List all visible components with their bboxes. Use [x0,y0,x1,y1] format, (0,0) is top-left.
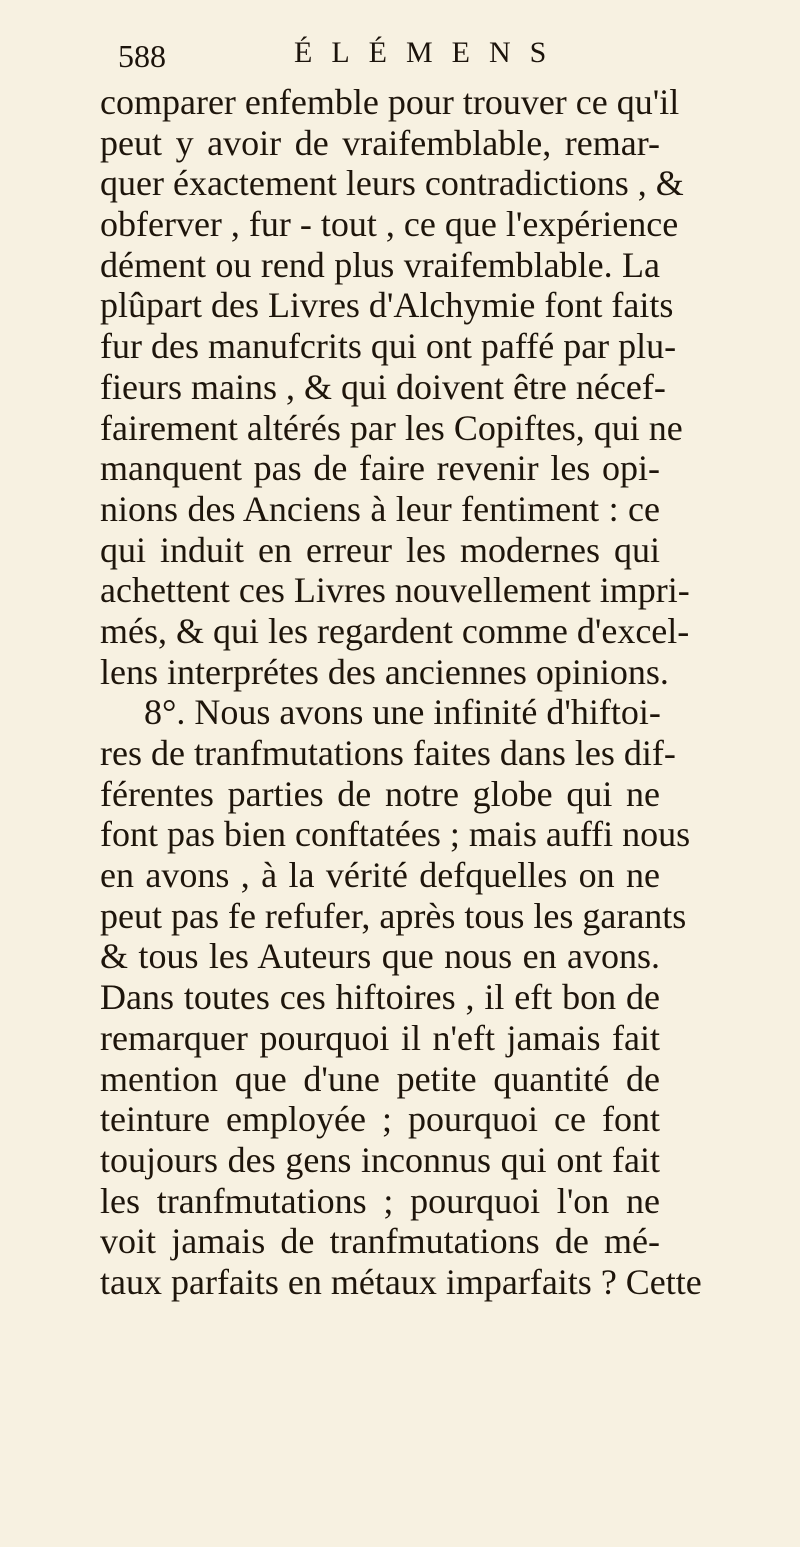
text-line: remarquer pourquoi il n'eft jamais fait [100,1017,660,1058]
text-line: font pas bien conftatées ; mais auffi nous [100,814,691,855]
text-line: peut y avoir de vraifemblable, remar- [100,122,660,163]
text-line: dément ou rend plus vraifemblable. La [100,244,660,285]
text-line: quer éxactement leurs contradictions , & [100,163,684,204]
paragraph-first-line: 8°. Nous avons une infinité d'hiftoi- [144,692,661,733]
running-head: ÉLÉMENS [294,36,566,69]
text-line: voit jamais de tranfmutations de mé- [100,1221,660,1262]
text-line: plûpart des Livres d'Alchymie font faits [100,285,674,326]
text-line: mention que d'une petite quantité de [100,1058,660,1099]
text-line: nions des Anciens à leur fentiment : ce [100,488,660,529]
body-text [100,82,702,1303]
text-line: peut pas fe refufer, après tous les garants [100,895,687,936]
text-line: les tranfmutations ; pourquoi l'on ne [100,1180,660,1221]
text-line: fieurs mains , & qui doivent être nécef- [100,366,666,407]
text-line: manquent pas de faire revenir les opi- [100,448,660,489]
text-line: res de tranfmutations faites dans les dif- [100,733,676,773]
text-line: taux parfaits en métaux imparfaits ? Cette [100,1261,702,1302]
text-line: obferver , fur - tout , ce que l'expérience [100,204,679,245]
page-number: 588 [118,38,166,74]
text-line: comparer enfemble pour trouver ce qu'il [100,82,680,122]
text-line: fur des manufcrits qui ont paffé par plu- [100,326,677,367]
text-line: & tous les Auteurs que nous en avons. [100,936,660,977]
page-header [118,28,678,84]
text-line: teinture employée ; pourquoi ce font [100,1099,660,1140]
text-line: fairement altérés par les Copiftes, qui ne [100,407,683,448]
text-line: Dans toutes ces hiftoires , il eft bon de [100,977,660,1018]
text-line: en avons , à la vérité defquelles on ne [100,855,660,896]
text-line: férentes parties de notre globe qui ne [100,773,660,814]
text-line: més, & qui les regardent comme d'excel- [100,610,690,651]
text-line: lens interprétes des anciennes opinions. [100,651,669,692]
text-line: toujours des gens inconnus qui ont fait [100,1139,660,1180]
text-line: achettent ces Livres nouvellement impri- [100,570,690,611]
text-line: qui induit en erreur les modernes qui [100,529,660,570]
